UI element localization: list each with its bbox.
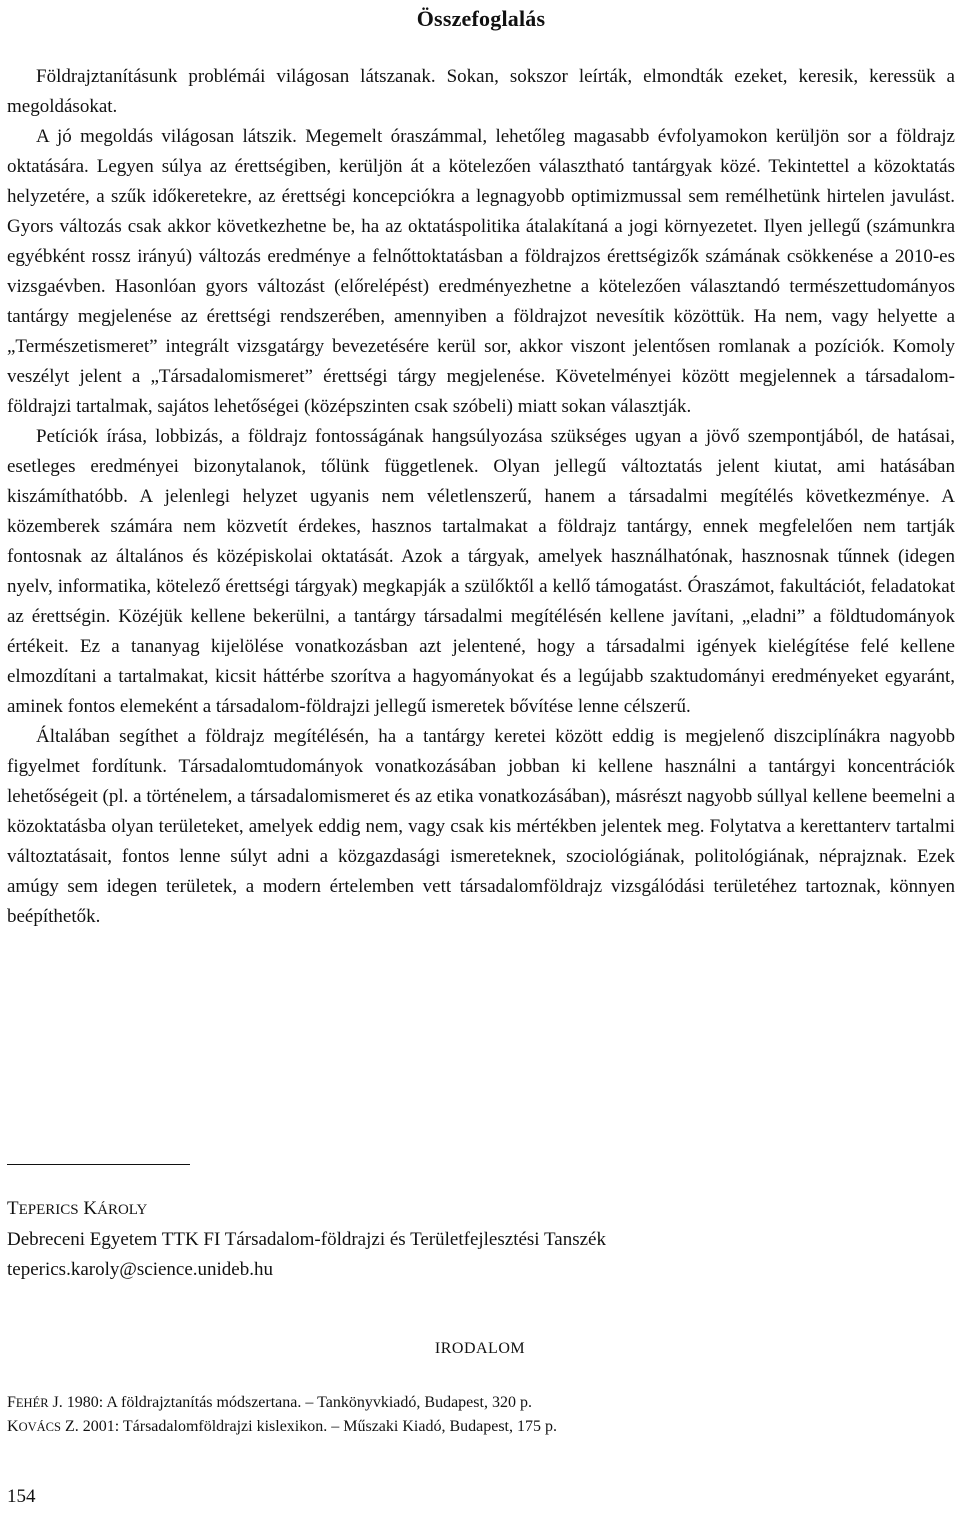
paragraph-1: Földrajztanításunk problémái világosan látszanak. Sokan, sokszor leírták, elmondták ezeket, keresik, keressük a megoldásokat.	[7, 66, 955, 117]
author-email: teperics.karoly@science.unideb.hu	[7, 1259, 273, 1280]
reference-item: FEHÉR J. 1980: A földrajztanítás módszertana. – Tankönyvkiadó, Budapest, 320 p.	[7, 1394, 532, 1411]
section-heading: Összefoglalás	[416, 6, 546, 31]
paragraph-2: A jó megoldás világosan látszik. Megemelt óraszámmal, lehetőleg magasabb évfolyamokon kerüljön sor a földrajz oktatására. Legyen súlya az érettségiben, kerüljön át a kötelezően választható tantárgyak közé. Tekintettel a közoktatás helyzetére, a szűk időkeretekre, az érettségi koncepciókra a legnagyobb optimizmussal sem remélhetünk hirtelen javulást. Gyors változás csak akkor következhetne be, ha az oktatáspolitika átalakítaná a jogi környezetet. Ilyen jellegű (számunkra egyébként rossz irányú) változás eredménye a felnőttoktatásban a földrajzos érettségizők számának csökkenése a 2010-es vizsgaévben. Hasonlóan gyors változást (előrelépést) eredményezhetne a kötelezően választandó természettudományos tantárgy megjelenése az érettségi rendszerében, amennyiben a földrajzot nevesítik közöttük. Ha nem, vagy helyette a „Természetismeret” integrált vizsgatárgy bevezetésére kerül sor, akkor viszont jelentősen romlanak a pozíciók. Komoly veszélyt jelent a „Társadalomismeret” érettségi tárgy megjelenése. Követelményei között megjelennek a társadalom-földrajzi tartalmak, sajátos lehetőségei (középszinten csak szóbeli) miatt sokan választják.	[7, 126, 955, 417]
author-affiliation: Debreceni Egyetem TTK FI Társadalom-földrajzi és Területfejlesztési Tanszék	[7, 1229, 606, 1250]
paragraph-4: Általában segíthet a földrajz megítélésén, ha a tantárgy keretei között eddig is megjelenő diszciplínákra nagyobb figyelmet fordítunk. Társadalomtudományok vonatkozásában jobban ki kellene használni a tantárgyi koncentrációk lehetőségeit (pl. a történelem, a társadalomismeret és az etika vonatkozásában), másrészt nagyobb súllyal kellene beemelni a közoktatásba olyan területeket, amelyek eddig nem, vagy csak kis mértékben jelentek meg. Folytatva a kerettanterv tartalmi változtatásait, fontos lenne súlyt adni a közgazdasági ismereteknek, szociológiának, politológiának, néprajznak. Ezek amúgy sem idegen területek, a modern értelemben vett társadalomföldrajz vizsgálódási területéhez tartoznak, könnyen beépíthetők.	[7, 726, 955, 927]
reference-item: KOVÁCS Z. 2001: Társadalomföldrajzi kislexikon. – Műszaki Kiadó, Budapest, 175 p.	[7, 1418, 557, 1435]
page-number: 154	[7, 1486, 36, 1507]
page-content	[7, 0, 955, 932]
references-title: IRODALOM	[434, 1340, 526, 1357]
author-name: TEPERICS KÁROLY	[7, 1198, 148, 1219]
paragraph-3: Petíciók írása, lobbizás, a földrajz fontosságának hangsúlyozása szükséges ugyan a jövő szempontjából, de hatásai, esetleges eredményei bizonytalanok, tőlünk függetlenek. Olyan jellegű változtatás jelent kiutat, ami hatásában kiszámíthatóbb. A jelenlegi helyzet ugyanis nem véletlenszerű, hanem a társadalmi megítélés következménye. A közemberek számára nem közvetít érdekes, hasznos tartalmakat a földrajz tantárgy, ennek megfelelően nem tartják fontosnak az általános és középiskolai oktatását. Azok a tárgyak, amelyek használhatónak, hasznosnak tűnnek (idegen nyelv, informatika, kötelező érettségi tárgyak) megkapják a szülőktől a kellő támogatást. Óraszámot, fakultációt, feladatokat az érettségin. Közéjük kellene bekerülni, a tantárgy társadalmi megítélésén kellene javítani, „eladni” a földtudományok értékeit. Ez a tananyag kijelölése vonatkozásban azt jelentené, hogy a társadalmi igények kielégítése felé kellene elmozdítani a tartalmakat, kicsit háttérbe szorítva a hagyományokat és a legújabb szaktudományi eredményeket egyaránt, aminek fontos elemeként a társadalom-földrajzi jellegű ismeretek bővítése lenne célszerű.	[7, 426, 955, 717]
separator-rule	[7, 1164, 190, 1165]
author-block	[7, 1194, 955, 1285]
references-list	[7, 1391, 955, 1439]
